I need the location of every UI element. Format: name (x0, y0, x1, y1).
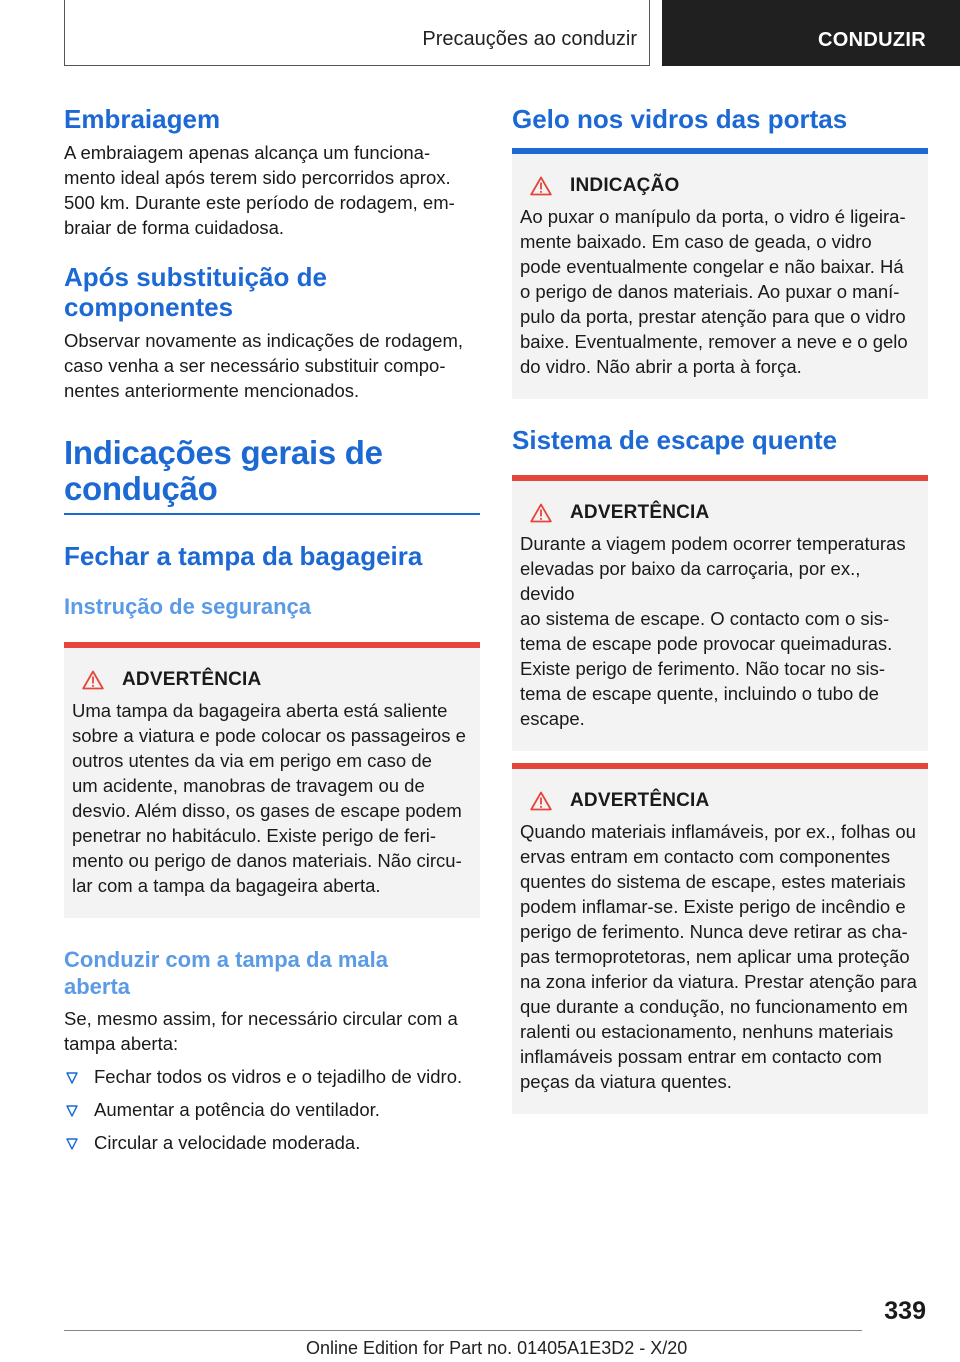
heading-embraiagem: Embraiagem (64, 104, 221, 134)
list-item: Aumentar a potência do ventilador. (64, 1097, 480, 1122)
header-section-box (64, 0, 650, 66)
triangle-bullet-icon (66, 1138, 78, 1150)
heading-apos-substituicao: Após substituição de componentes (64, 262, 327, 322)
text-embraiagem: A embraiagem apenas alcança um funciona- mento ideal após terem sido percorridos aprox. 500 km. Durante este período de rodagem, em- braiar de forma cuidadosa. (64, 142, 455, 238)
warning-text-escape-2: Quando materiais inflamáveis, por ex., folhas ou ervas entram em contacto com componentes quentes do sistema de escape, estes materiais podem inflamar-se. Existe perigo de incêndio e perigo de ferimento. Nunca deve retirar as cha- pas termoprotetoras, nem aplicar uma proteção na zona inferior da viatura. Prestar atenção para que durante a condução, no funcionamento em ralenti ou estacionamento, nenhuns materiais inflamáveis possam entrar em contacto com peças da viatura quentes. (520, 821, 917, 1092)
triangle-bullet-icon (66, 1072, 78, 1084)
warning-box-tampa (64, 642, 480, 918)
header-chapter-title: CONDUZIR (818, 29, 926, 51)
heading-conduzir-tampa-aberta: Conduzir com a tampa da mala aberta (64, 946, 388, 999)
list-item: Fechar todos os vidros e o tejadilho de vidro. (64, 1064, 480, 1089)
header-section-title: Precauções ao conduzir (422, 28, 637, 50)
header-chapter-box (662, 0, 960, 66)
right-column (512, 100, 928, 1114)
footer-edition: Online Edition for Part no. 01405A1E3D2 - X/20 (306, 1338, 688, 1358)
warning-label: ADVERTÊNCIA (570, 790, 710, 811)
heading-sistema-escape: Sistema de escape quente (512, 425, 838, 455)
note-label: INDICAÇÃO (570, 175, 680, 196)
triangle-bullet-icon (66, 1105, 78, 1117)
chapter-divider (64, 513, 480, 515)
warning-triangle-icon (530, 503, 552, 523)
warning-box-escape-2 (512, 763, 928, 1114)
warning-triangle-icon (530, 791, 552, 811)
warning-box-escape-1 (512, 475, 928, 751)
warning-triangle-icon (530, 176, 552, 196)
list-item: Circular a velocidade moderada. (64, 1130, 480, 1155)
warning-text-escape-1: Durante a viagem podem ocorrer temperaturas elevadas por baixo da carroçaria, por ex., devido ao sistema de escape. O contacto com o sis- tema de escape pode provocar queimaduras. Existe perigo de ferimento. Não tocar no sis- tema de escape quente, incluindo o tubo de escape. (520, 533, 906, 729)
text-apos-substituicao: Observar novamente as indicações de rodagem, caso venha a ser necessário substituir compo- nentes anteriormente mencionados. (64, 330, 463, 401)
note-box-gelo (512, 148, 928, 399)
left-column (64, 100, 480, 1155)
heading-indicacoes-gerais: Indicações gerais de condução (64, 434, 383, 507)
heading-fechar-tampa: Fechar a tampa da bagageira (64, 540, 423, 571)
heading-instrucao-seguranca: Instrução de segurança (64, 593, 311, 619)
note-text-gelo: Ao puxar o manípulo da porta, o vidro é ligeira- mente baixado. Em caso de geada, o vidro pode eventualmente congelar e não baixar. Há o perigo de danos materiais. Ao puxar o maní- pulo da porta, prestar atenção para que o vidro baixe. Eventualmente, remover a neve e o gelo do vidro. Não abrir a porta à força. (520, 206, 908, 377)
footer-divider (64, 1330, 862, 1331)
warning-label: ADVERTÊNCIA (122, 668, 262, 690)
warning-triangle-icon (82, 670, 104, 690)
heading-gelo-vidros: Gelo nos vidros das portas (512, 104, 848, 134)
text-conduzir-tampa-aberta: Se, mesmo assim, for necessário circular com a tampa aberta: (64, 1007, 458, 1054)
list-conduzir (64, 1064, 480, 1155)
page-number: 339 (884, 1297, 926, 1325)
warning-text-tampa: Uma tampa da bagageira aberta está saliente sobre a viatura e pode colocar os passageiros e outros utentes da via em perigo em caso de um acidente, manobras de travagem ou de desvio. Além disso, os gases de escape podem penetrar no habitáculo. Existe perigo de feri- mento ou perigo de danos materiais. Não circu- lar com a tampa da bagageira aberta. (72, 699, 466, 896)
warning-label: ADVERTÊNCIA (570, 502, 710, 523)
